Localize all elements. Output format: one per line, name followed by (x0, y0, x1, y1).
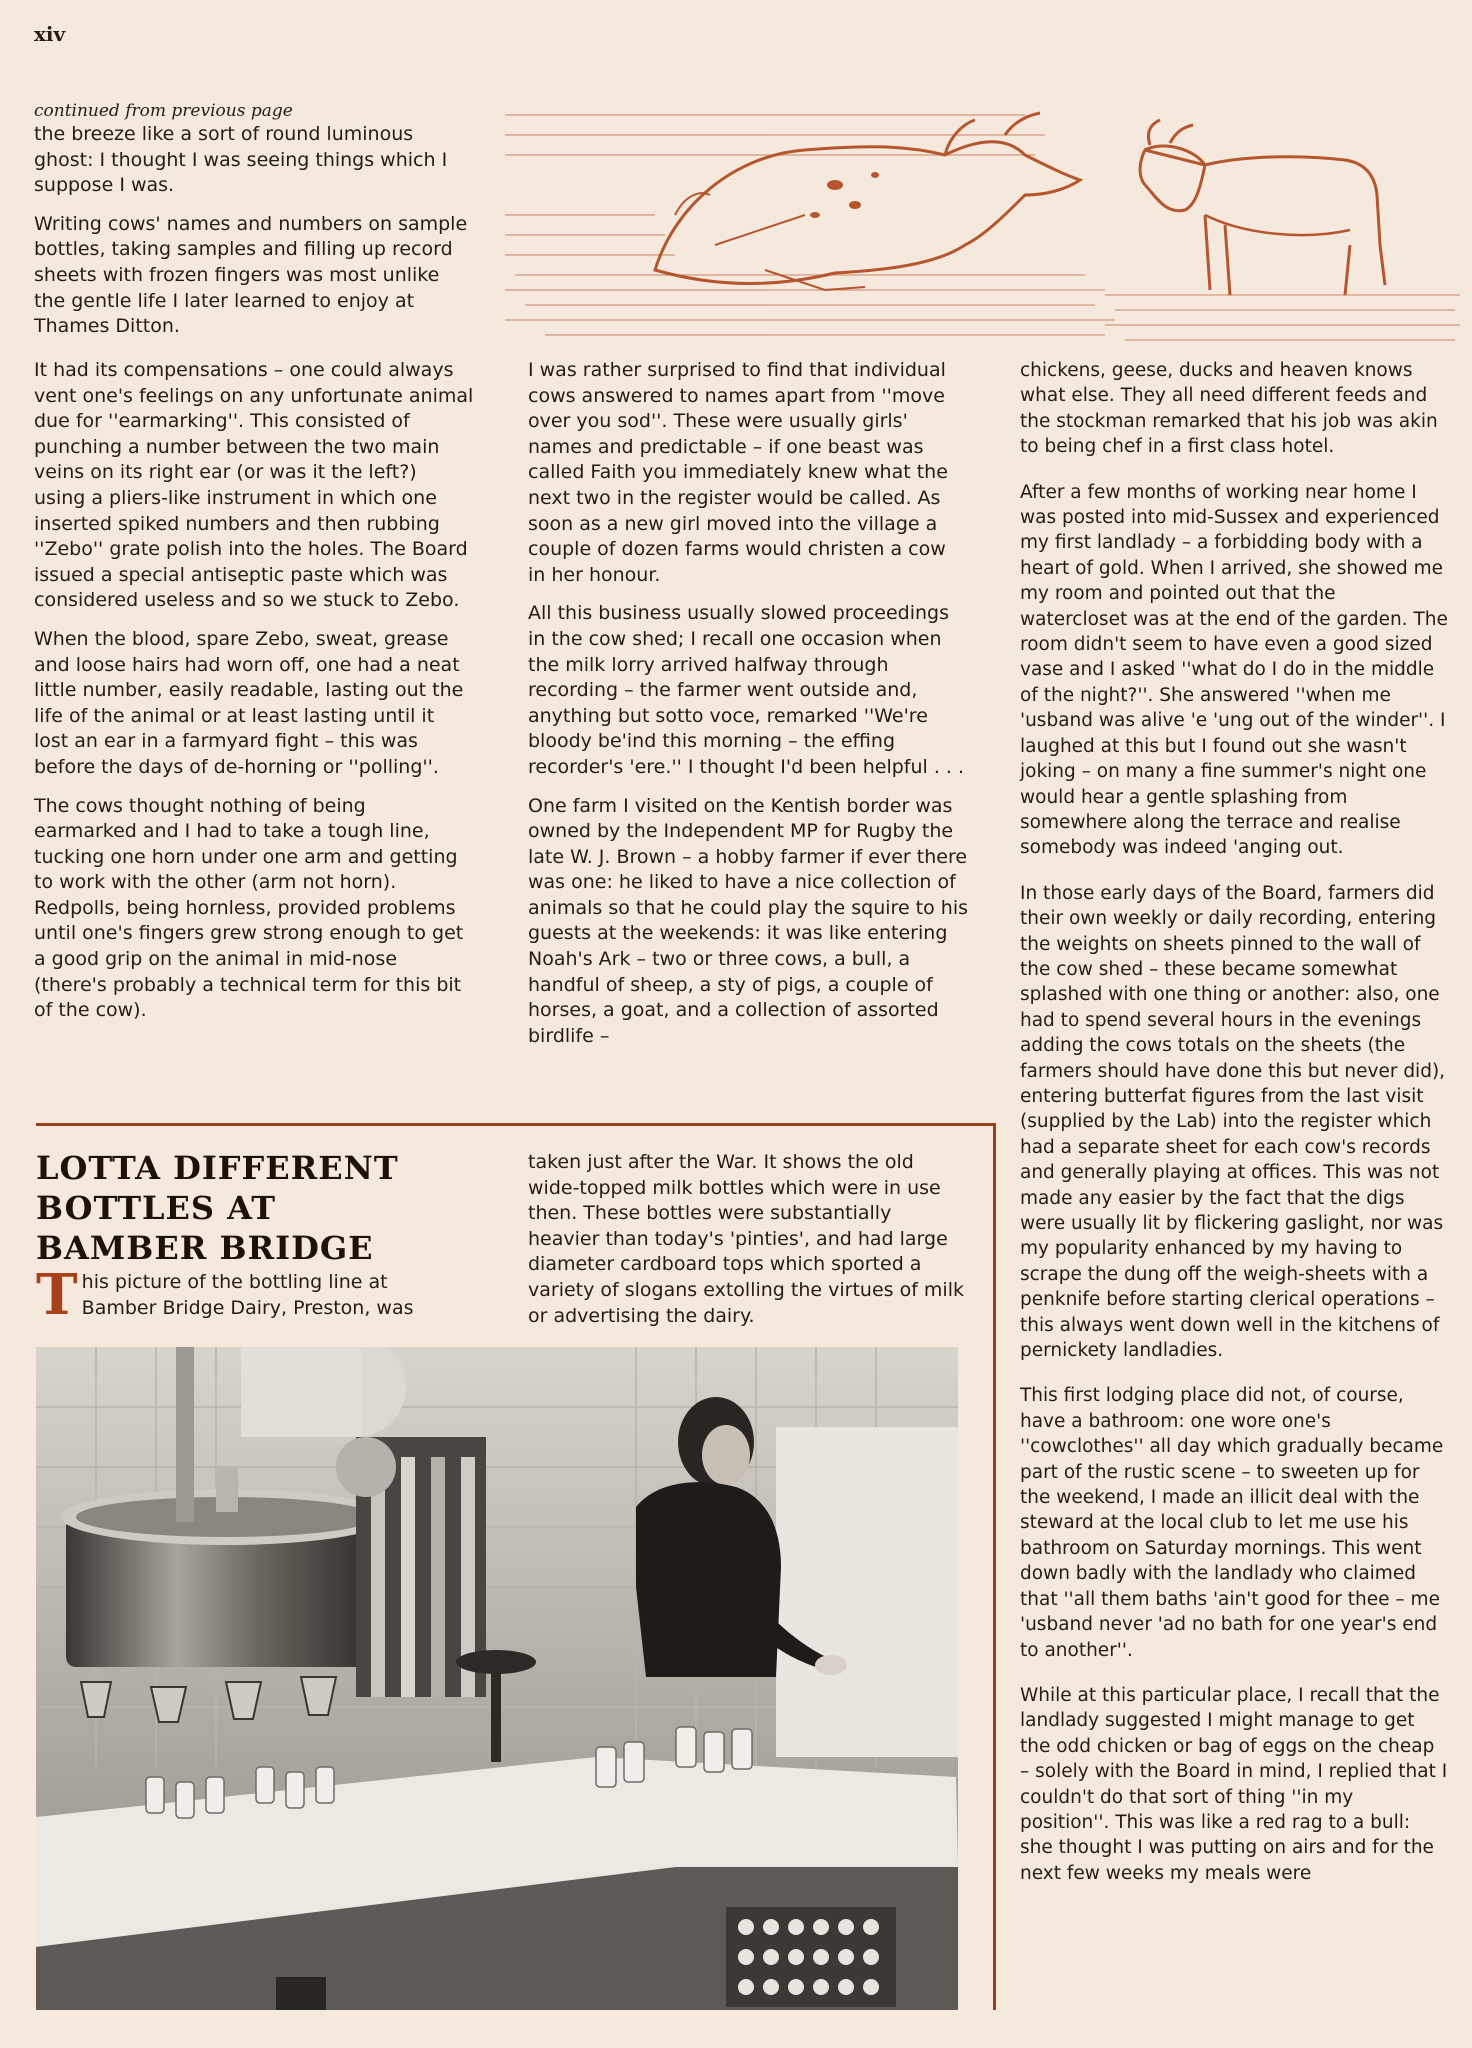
intro-column (34, 100, 474, 353)
paragraph: When the blood, spare Zebo, sweat, grease and loose hairs had worn off, one had a neat little number, easily readable, lasting out the life of the animal or at least lasting until it lost an ear in a farmyard fight – this was before the days of de-horning or ''polling''. (34, 627, 464, 778)
paragraph: One farm I visited on the Kentish border was owned by the Independent MP for Rugby the late W. J. Brown – a hobby farmer if ever there was one: he liked to have a nice collection of animals so that he could play the squire to his guests at the weekends: it was like entering Noah's Ark – two or three cows, a bull, a handful of sheep, a sty of pigs, a couple of horses, a goat, and a collection of assorted birdlife – (528, 794, 969, 1047)
paragraph: While at this particular place, I recall that the landlady suggested I might manage to get the odd chicken or bag of eggs on the cheap – solely with the Board in mind, I replied that I couldn't do that sort of thing ''in my position''. This was like a red rag to a bull: she thought I was putting on airs and for the next few weeks my meals were (1020, 1684, 1448, 1884)
column-3 (1020, 358, 1448, 1899)
boxout-lead-text: his picture of the bottling line at Bamber Bridge Dairy, Preston, was (81, 1271, 414, 1319)
paragraph: taken just after the War. It shows the old wide-topped milk bottles which were in use then. These bottles were substantially heavier than today's 'pinties', and had large diameter cardboard tops which sported a variety of slogans extolling the virtues of milk or advertising the dairy. (528, 1151, 964, 1327)
paragraph: chickens, geese, ducks and heaven knows what else. They all need different feeds and the stockman remarked that his job was akin to being chef in a first class hotel. (1020, 360, 1438, 458)
boxout-continuation (528, 1150, 968, 1329)
cow-illustration (505, 95, 1460, 345)
boxout-rule-right (993, 1123, 996, 2010)
column-1 (34, 358, 474, 1037)
paragraph: It had its compensations – one could always vent one's feelings on any unfortunate animal due for ''earmarking''. This consisted of punching a number between the two main veins on its right ear (or was it the left?) using a pliers-like instrument in which one inserted spiked numbers and then rubbing ''Zebo'' grate polish into the holes. The Board issued a special antiseptic paste which was considered useless and so we stuck to Zebo. (34, 359, 474, 612)
paragraph: I was rather surprised to find that individual cows answered to names apart from ''move over you sod''. These were usually girls' names and predictable – if one beast was called Faith you immediately knew what the next two in the register would be called. As soon as a new girl moved into the village a couple of dozen farms would christen a cow in her honour. (528, 359, 948, 586)
drop-cap: T (36, 1262, 78, 1328)
paragraph: In those early days of the Board, farmers did their own weekly or daily recording, entering the weights on sheets pinned to the wall of the cow shed – these became somewhat splashed with one thing or another: also, one had to spend several hours in the evenings adding the cows totals on the sheets (the farmers should have done this but never did), entering butterfat figures from the last visit (supplied by the Lab) into the register which had a separate sheet for each cow's records and generally playing at offices. This was not made any easier by the fact that the digs were usually lit by flickering gaslight, nor was my popularity enhanced by my having to scrape the dung off the weigh-sheets with a penknife before starting clerical operations – this always went down well in the kitchens of pernickety landladies. (1020, 882, 1446, 1362)
bottling-line-photo (36, 1347, 958, 2010)
boxout-rule-top (36, 1123, 995, 1126)
continued-note: continued from previous page (34, 101, 293, 121)
column-2 (528, 358, 968, 1062)
intro-paragraph: Writing cows' names and numbers on sample bottles, taking samples and filling up record sheets with frozen fingers was most unlike the gentle life I later learned to enjoy at Thames Ditton. (34, 212, 468, 338)
paragraph: The cows thought nothing of being earmarked and I had to take a tough line, tucking one horn under one arm and getting to work with the other (arm not horn). Redpolls, being hornless, provided problems until one's fingers grew strong enough to get a good grip on the animal in mid-nose (there's probably a technical term for this bit of the cow). (34, 794, 464, 1022)
paragraph: This first lodging place did not, of course, have a bathroom: one wore one's ''cowclothes'' all day which gradually became part of the rustic scene – to sweeten up for the weekend, I made an illicit deal with the steward at the local club to let me use his bathroom on Saturday mornings. This went down badly with the landlady who claimed that ''all them baths 'ain't good for thee – me 'usband never 'ad no bath for one year's end to another''. (1020, 1385, 1444, 1661)
boxout-headline: LOTTA DIFFERENT BOTTLES AT BAMBER BRIDGE (36, 1149, 399, 1267)
boxout-lead (36, 1262, 456, 1328)
paragraph: All this business usually slowed proceedings in the cow shed; I recall one occasion when the milk lorry arrived halfway through recording – the farmer went outside and, anything but sotto voce, remarked ''We're bloody be'ind this morning – the effing recorder's 'ere.'' I thought I'd been helpful . . . (528, 602, 965, 778)
paragraph: After a few months of working near home I was posted into mid-Sussex and experienced my first landlady – a forbidding body with a heart of gold. When I arrived, she showed me my room and pointed out that the watercloset was at the end of the garden. The room didn't seem to have even a good sized vase and I asked ''what do I do in the middle of the night?''. She answered ''when me 'usband was alive 'e 'ung out of the winder''. I laughed at this but I found out she wasn't joking – on many a fine summer's night one would hear a gentle splashing from somewhere along the terrace and realise somebody was indeed 'anging out. (1020, 481, 1448, 859)
page-number: xiv (34, 22, 66, 46)
intro-paragraph: the breeze like a sort of round luminous ghost: I thought I was seeing things which I suppose I was. (34, 123, 448, 197)
